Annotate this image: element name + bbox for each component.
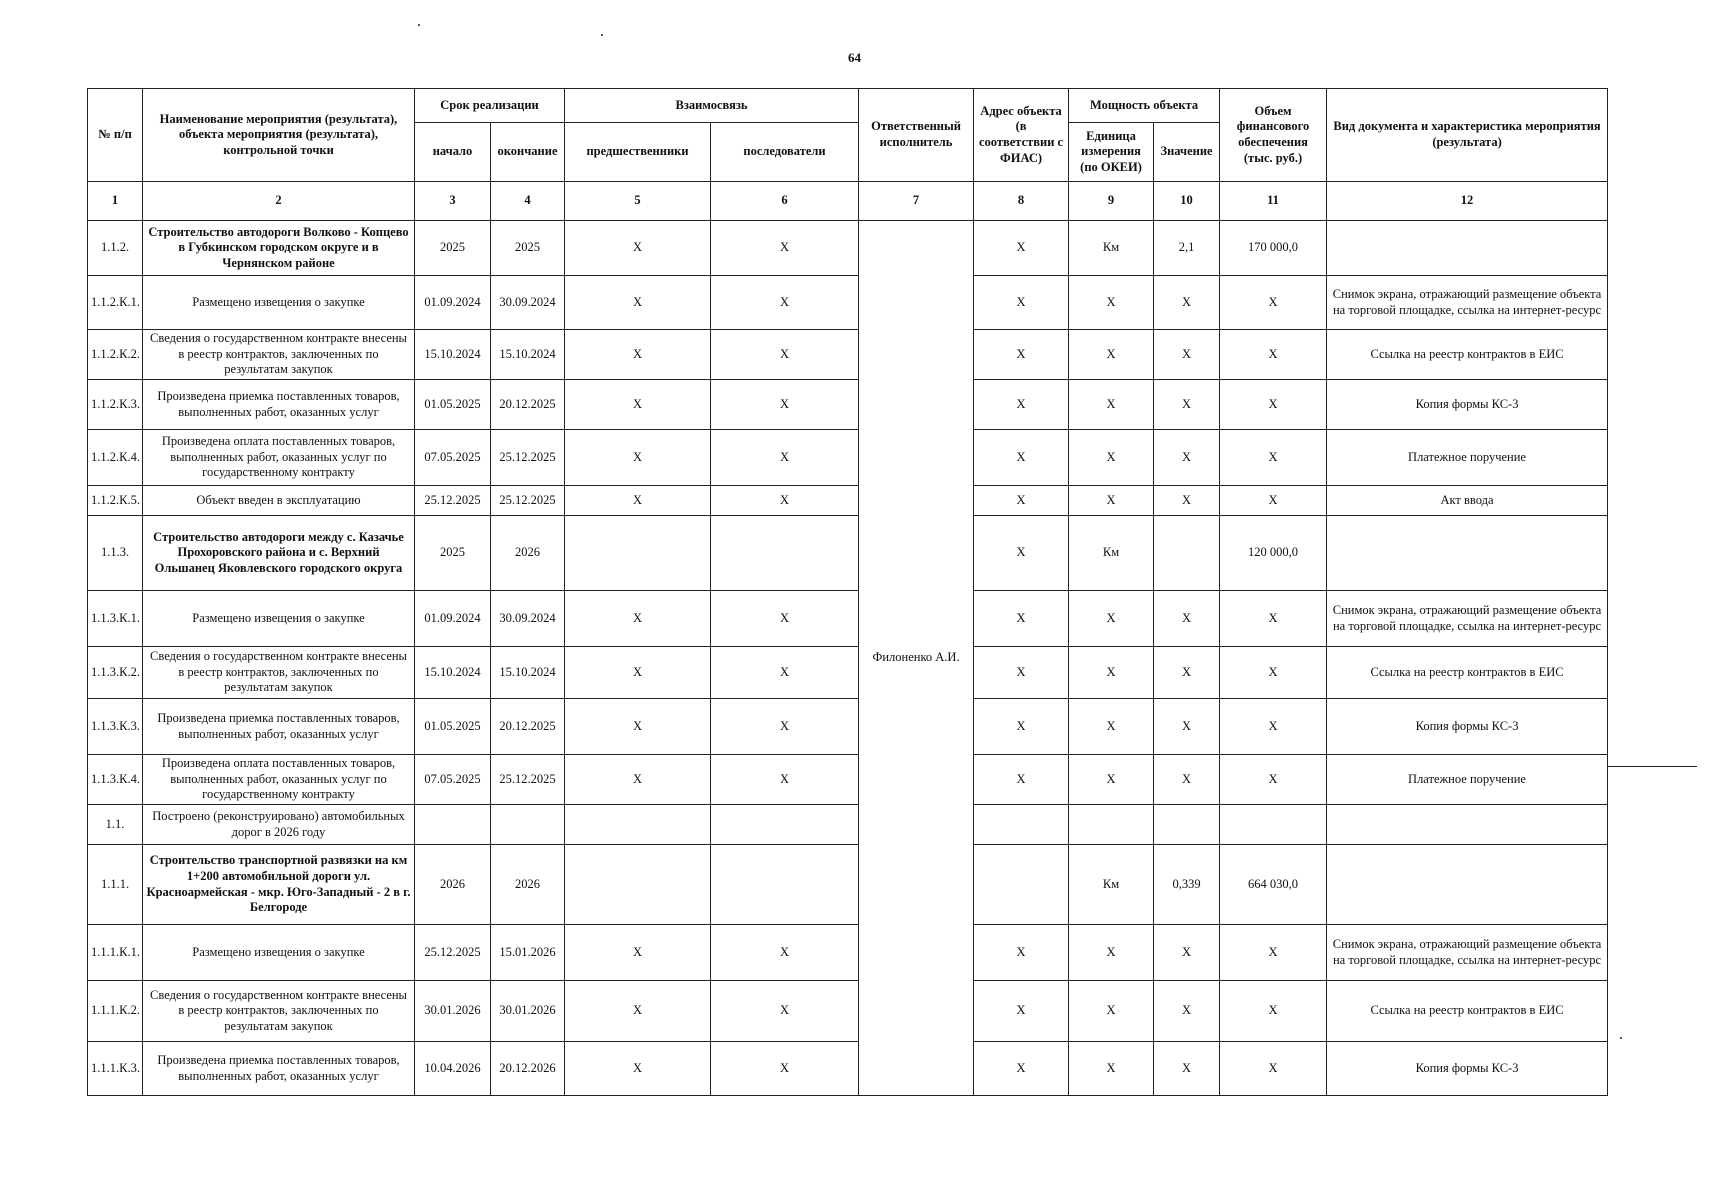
row-name: Сведения о государственном контракте внесены в реестр контрактов, заключенных по результатам закупок xyxy=(143,647,415,699)
row-number: 1.1.2.К.5. xyxy=(88,486,143,516)
row-funding: Х xyxy=(1220,276,1327,330)
row-number: 1.1.2. xyxy=(88,221,143,276)
row-document xyxy=(1327,805,1608,845)
row-start-date: 2026 xyxy=(415,845,491,925)
column-number: 2 xyxy=(143,182,415,221)
row-value: Х xyxy=(1154,925,1220,981)
row-address: Х xyxy=(974,276,1069,330)
scan-speck xyxy=(601,34,603,36)
row-end-date: 2025 xyxy=(491,221,565,276)
row-address: Х xyxy=(974,925,1069,981)
row-start-date: 15.10.2024 xyxy=(415,330,491,380)
row-start-date: 25.12.2025 xyxy=(415,486,491,516)
row-unit: Х xyxy=(1069,276,1154,330)
row-unit: Х xyxy=(1069,1042,1154,1096)
responsible-person: Филоненко А.И. xyxy=(859,221,974,1096)
table-row xyxy=(88,1042,1608,1096)
row-predecessors xyxy=(565,805,711,845)
row-start-date xyxy=(415,805,491,845)
column-number: 5 xyxy=(565,182,711,221)
row-number: 1.1.2.К.2. xyxy=(88,330,143,380)
row-end-date: 25.12.2025 xyxy=(491,430,565,486)
row-name: Произведена оплата поставленных товаров, выполненных работ, оказанных услуг по государственному контракту xyxy=(143,755,415,805)
row-predecessors: Х xyxy=(565,430,711,486)
row-document: Платежное поручение xyxy=(1327,430,1608,486)
row-successors: Х xyxy=(711,486,859,516)
row-predecessors: Х xyxy=(565,380,711,430)
column-number: 6 xyxy=(711,182,859,221)
row-document: Акт ввода xyxy=(1327,486,1608,516)
row-start-date: 01.09.2024 xyxy=(415,591,491,647)
row-successors: Х xyxy=(711,330,859,380)
row-predecessors: Х xyxy=(565,1042,711,1096)
row-funding: Х xyxy=(1220,699,1327,755)
row-end-date: 15.10.2024 xyxy=(491,647,565,699)
column-number-row xyxy=(88,182,1608,221)
row-start-date: 10.04.2026 xyxy=(415,1042,491,1096)
scan-speck xyxy=(1620,1037,1622,1039)
table-row xyxy=(88,981,1608,1042)
row-funding: Х xyxy=(1220,380,1327,430)
row-successors: Х xyxy=(711,647,859,699)
row-end-date: 15.10.2024 xyxy=(491,330,565,380)
row-address: Х xyxy=(974,380,1069,430)
header-name: Наименование мероприятия (результата), объекта мероприятия (результата), контрольной точки xyxy=(143,89,415,182)
row-start-date: 15.10.2024 xyxy=(415,647,491,699)
row-number: 1.1.2.К.1. xyxy=(88,276,143,330)
row-end-date: 25.12.2025 xyxy=(491,755,565,805)
column-number: 3 xyxy=(415,182,491,221)
row-address: Х xyxy=(974,221,1069,276)
row-number: 1.1.1.К.2. xyxy=(88,981,143,1042)
row-address: Х xyxy=(974,591,1069,647)
row-document: Ссылка на реестр контрактов в ЕИС xyxy=(1327,330,1608,380)
row-unit: Х xyxy=(1069,699,1154,755)
row-number: 1.1.2.К.3. xyxy=(88,380,143,430)
row-value: Х xyxy=(1154,330,1220,380)
header-unit: Единица измерения (по ОКЕИ) xyxy=(1069,123,1154,182)
row-number: 1.1.3. xyxy=(88,516,143,591)
row-address: Х xyxy=(974,330,1069,380)
header-funding: Объем финансового обеспечения (тыс. руб.) xyxy=(1220,89,1327,182)
row-document: Ссылка на реестр контрактов в ЕИС xyxy=(1327,647,1608,699)
row-number: 1.1.1. xyxy=(88,845,143,925)
row-number: 1.1.1.К.3. xyxy=(88,1042,143,1096)
scan-artifact-line xyxy=(1607,766,1697,767)
column-number: 11 xyxy=(1220,182,1327,221)
column-number: 12 xyxy=(1327,182,1608,221)
row-end-date: 25.12.2025 xyxy=(491,486,565,516)
row-address: Х xyxy=(974,430,1069,486)
header-relation: Взаимосвязь xyxy=(565,89,859,123)
row-unit xyxy=(1069,805,1154,845)
row-start-date: 01.09.2024 xyxy=(415,276,491,330)
row-address: Х xyxy=(974,981,1069,1042)
row-end-date: 30.09.2024 xyxy=(491,276,565,330)
row-name: Произведена приемка поставленных товаров, выполненных работ, оказанных услуг xyxy=(143,380,415,430)
column-number: 7 xyxy=(859,182,974,221)
header-doc: Вид документа и характеристика мероприятия (результата) xyxy=(1327,89,1608,182)
row-number: 1.1.2.К.4. xyxy=(88,430,143,486)
row-name: Произведена приемка поставленных товаров, выполненных работ, оказанных услуг xyxy=(143,1042,415,1096)
row-address: Х xyxy=(974,1042,1069,1096)
row-successors: Х xyxy=(711,699,859,755)
row-value: Х xyxy=(1154,981,1220,1042)
row-name: Объект введен в эксплуатацию xyxy=(143,486,415,516)
row-successors xyxy=(711,805,859,845)
row-successors xyxy=(711,516,859,591)
row-unit: Х xyxy=(1069,330,1154,380)
row-number: 1.1.1.К.1. xyxy=(88,925,143,981)
row-name: Строительство транспортной развязки на км 1+200 автомобильной дороги ул. Красноармейская - мкр. Юго-Западный - 2 в г. Белгороде xyxy=(143,845,415,925)
row-number: 1.1.3.К.3. xyxy=(88,699,143,755)
row-document: Платежное поручение xyxy=(1327,755,1608,805)
header-value: Значение xyxy=(1154,123,1220,182)
row-unit: Х xyxy=(1069,981,1154,1042)
row-name: Произведена приемка поставленных товаров, выполненных работ, оказанных услуг xyxy=(143,699,415,755)
row-document: Снимок экрана, отражающий размещение объекта на торговой площадке, ссылка на интернет-ресурс xyxy=(1327,591,1608,647)
row-name: Размещено извещения о закупке xyxy=(143,276,415,330)
row-successors xyxy=(711,845,859,925)
row-unit: Км xyxy=(1069,516,1154,591)
row-start-date: 30.01.2026 xyxy=(415,981,491,1042)
row-funding: Х xyxy=(1220,430,1327,486)
row-address: Х xyxy=(974,516,1069,591)
row-address: Х xyxy=(974,486,1069,516)
row-end-date: 15.01.2026 xyxy=(491,925,565,981)
header-end: окончание xyxy=(491,123,565,182)
row-end-date xyxy=(491,805,565,845)
table-row xyxy=(88,276,1608,330)
column-number: 1 xyxy=(88,182,143,221)
row-address: Х xyxy=(974,699,1069,755)
header-responsible: Ответственный исполнитель xyxy=(859,89,974,182)
row-successors: Х xyxy=(711,755,859,805)
row-number: 1.1.3.К.1. xyxy=(88,591,143,647)
row-value xyxy=(1154,516,1220,591)
table-row xyxy=(88,221,1608,276)
header-predecessors: предшественники xyxy=(565,123,711,182)
table-row xyxy=(88,430,1608,486)
table-row xyxy=(88,591,1608,647)
row-name: Размещено извещения о закупке xyxy=(143,925,415,981)
row-document xyxy=(1327,845,1608,925)
row-predecessors: Х xyxy=(565,330,711,380)
row-document xyxy=(1327,516,1608,591)
row-name: Произведена оплата поставленных товаров, выполненных работ, оказанных услуг по государственному контракту xyxy=(143,430,415,486)
header-start: начало xyxy=(415,123,491,182)
page-number: 64 xyxy=(848,50,861,65)
row-predecessors: Х xyxy=(565,755,711,805)
row-predecessors: Х xyxy=(565,699,711,755)
row-funding: Х xyxy=(1220,486,1327,516)
row-end-date: 20.12.2026 xyxy=(491,1042,565,1096)
row-unit: Км xyxy=(1069,221,1154,276)
table-row xyxy=(88,516,1608,591)
row-value: 0,339 xyxy=(1154,845,1220,925)
row-funding xyxy=(1220,805,1327,845)
row-document: Копия формы КС-3 xyxy=(1327,1042,1608,1096)
row-unit: Х xyxy=(1069,755,1154,805)
row-name: Сведения о государственном контракте внесены в реестр контрактов, заключенных по результатам закупок xyxy=(143,330,415,380)
row-address: Х xyxy=(974,755,1069,805)
column-number: 8 xyxy=(974,182,1069,221)
table-row xyxy=(88,845,1608,925)
row-unit: Х xyxy=(1069,925,1154,981)
column-number: 10 xyxy=(1154,182,1220,221)
row-start-date: 25.12.2025 xyxy=(415,925,491,981)
row-value: Х xyxy=(1154,430,1220,486)
row-value xyxy=(1154,805,1220,845)
row-address xyxy=(974,805,1069,845)
row-start-date: 2025 xyxy=(415,221,491,276)
column-number: 9 xyxy=(1069,182,1154,221)
row-unit: Х xyxy=(1069,647,1154,699)
row-funding: Х xyxy=(1220,330,1327,380)
row-funding: Х xyxy=(1220,755,1327,805)
row-predecessors: Х xyxy=(565,221,711,276)
row-end-date: 2026 xyxy=(491,845,565,925)
row-successors: Х xyxy=(711,430,859,486)
row-name: Размещено извещения о закупке xyxy=(143,591,415,647)
row-number: 1.1.3.К.4. xyxy=(88,755,143,805)
table-row xyxy=(88,699,1608,755)
row-successors: Х xyxy=(711,221,859,276)
row-successors: Х xyxy=(711,380,859,430)
row-document: Копия формы КС-3 xyxy=(1327,380,1608,430)
row-start-date: 01.05.2025 xyxy=(415,699,491,755)
row-predecessors: Х xyxy=(565,981,711,1042)
row-predecessors: Х xyxy=(565,276,711,330)
row-successors: Х xyxy=(711,925,859,981)
row-unit: Км xyxy=(1069,845,1154,925)
row-document: Снимок экрана, отражающий размещение объекта на торговой площадке, ссылка на интернет-ресурс xyxy=(1327,276,1608,330)
row-unit: Х xyxy=(1069,430,1154,486)
row-funding: Х xyxy=(1220,591,1327,647)
table-row xyxy=(88,380,1608,430)
row-number: 1.1.3.К.2. xyxy=(88,647,143,699)
row-predecessors xyxy=(565,516,711,591)
row-successors: Х xyxy=(711,276,859,330)
row-unit: Х xyxy=(1069,591,1154,647)
row-value: Х xyxy=(1154,380,1220,430)
row-predecessors: Х xyxy=(565,486,711,516)
row-end-date: 20.12.2025 xyxy=(491,380,565,430)
row-predecessors: Х xyxy=(565,591,711,647)
row-document: Ссылка на реестр контрактов в ЕИС xyxy=(1327,981,1608,1042)
header-successors: последователи xyxy=(711,123,859,182)
row-funding: Х xyxy=(1220,647,1327,699)
header-num: № п/п xyxy=(88,89,143,182)
column-number: 4 xyxy=(491,182,565,221)
row-funding: Х xyxy=(1220,925,1327,981)
row-funding: Х xyxy=(1220,1042,1327,1096)
row-value: Х xyxy=(1154,1042,1220,1096)
row-funding: 170 000,0 xyxy=(1220,221,1327,276)
row-predecessors: Х xyxy=(565,647,711,699)
header-period: Срок реализации xyxy=(415,89,565,123)
row-successors: Х xyxy=(711,591,859,647)
row-document xyxy=(1327,221,1608,276)
row-start-date: 07.05.2025 xyxy=(415,755,491,805)
row-successors: Х xyxy=(711,1042,859,1096)
table-body xyxy=(88,221,1608,1096)
table-row xyxy=(88,805,1608,845)
row-value: Х xyxy=(1154,755,1220,805)
row-name: Строительство автодороги Волково - Копцево в Губкинском городском округе и в Чернянском районе xyxy=(143,221,415,276)
row-value: 2,1 xyxy=(1154,221,1220,276)
row-end-date: 30.01.2026 xyxy=(491,981,565,1042)
table-row xyxy=(88,925,1608,981)
row-name: Сведения о государственном контракте внесены в реестр контрактов, заключенных по результатам закупок xyxy=(143,981,415,1042)
row-unit: Х xyxy=(1069,486,1154,516)
row-start-date: 01.05.2025 xyxy=(415,380,491,430)
row-funding: 120 000,0 xyxy=(1220,516,1327,591)
row-value: Х xyxy=(1154,699,1220,755)
row-name: Построено (реконструировано) автомобильных дорог в 2026 году xyxy=(143,805,415,845)
table-row xyxy=(88,647,1608,699)
header-capacity: Мощность объекта xyxy=(1069,89,1220,123)
row-value: Х xyxy=(1154,591,1220,647)
row-predecessors xyxy=(565,845,711,925)
row-document: Снимок экрана, отражающий размещение объекта на торговой площадке, ссылка на интернет-ресурс xyxy=(1327,925,1608,981)
row-end-date: 2026 xyxy=(491,516,565,591)
row-address xyxy=(974,845,1069,925)
row-start-date: 2025 xyxy=(415,516,491,591)
table-row xyxy=(88,755,1608,805)
header-address: Адрес объекта (в соответствии с ФИАС) xyxy=(974,89,1069,182)
row-value: Х xyxy=(1154,276,1220,330)
row-number: 1.1. xyxy=(88,805,143,845)
scan-speck xyxy=(418,24,420,26)
row-end-date: 30.09.2024 xyxy=(491,591,565,647)
table-row xyxy=(88,330,1608,380)
row-name: Строительство автодороги между с. Казачье Прохоровского района и с. Верхний Ольшанец Яковлевского городского округа xyxy=(143,516,415,591)
table-row xyxy=(88,486,1608,516)
row-value: Х xyxy=(1154,486,1220,516)
row-unit: Х xyxy=(1069,380,1154,430)
row-address: Х xyxy=(974,647,1069,699)
row-successors: Х xyxy=(711,981,859,1042)
row-predecessors: Х xyxy=(565,925,711,981)
row-funding: 664 030,0 xyxy=(1220,845,1327,925)
row-funding: Х xyxy=(1220,981,1327,1042)
row-end-date: 20.12.2025 xyxy=(491,699,565,755)
row-value: Х xyxy=(1154,647,1220,699)
plan-table xyxy=(87,88,1608,1096)
row-document: Копия формы КС-3 xyxy=(1327,699,1608,755)
row-start-date: 07.05.2025 xyxy=(415,430,491,486)
